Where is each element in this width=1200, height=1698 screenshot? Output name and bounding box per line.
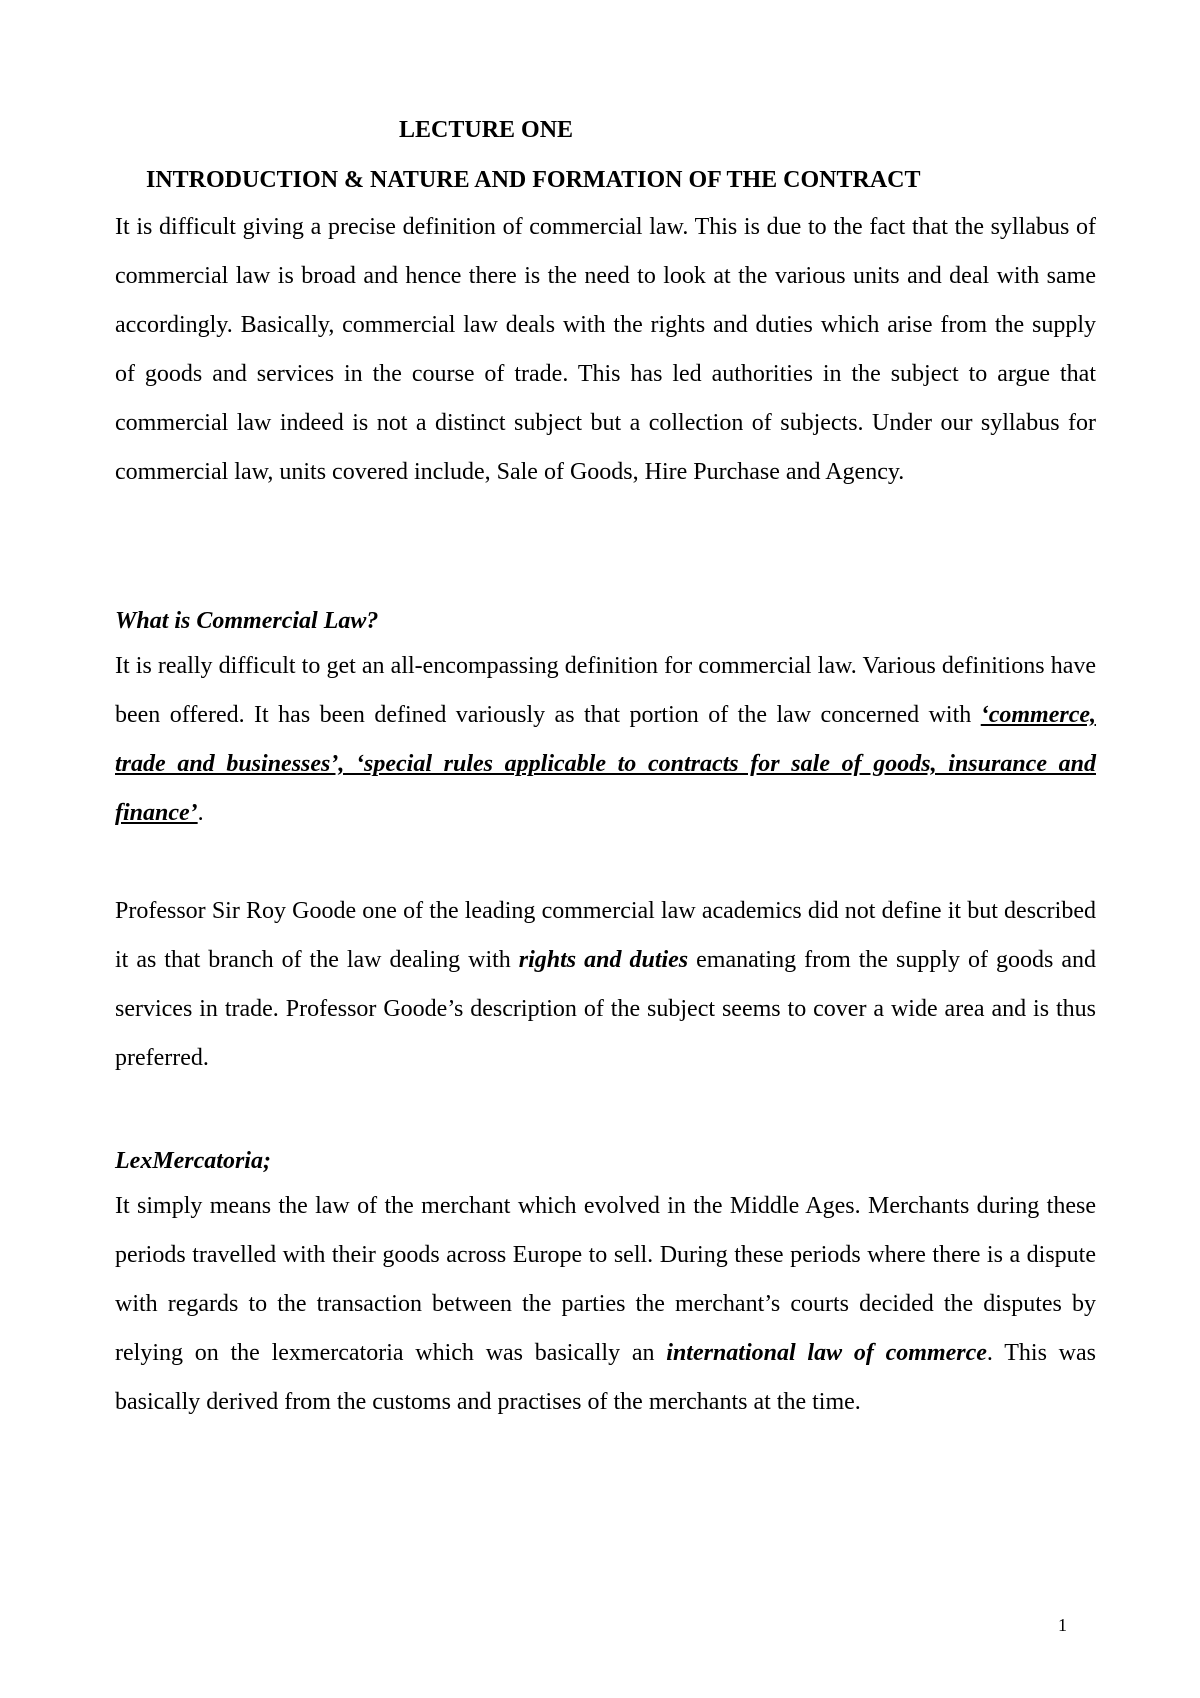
section-heading-lexmercatoria: LexMercatoria; [115,1148,271,1174]
section-heading-commercial-law: What is Commercial Law? [115,608,379,634]
lecture-subtitle: INTRODUCTION & NATURE AND FORMATION OF THE CONTRACT [146,167,921,193]
intro-paragraph: It is difficult giving a precise definition of commercial law. This is due to the fact that the syllabus of commercial law is broad and hence there is the need to look at the various units and deal with same accordingly. Basically, commercial law deals with the rights and duties which arise from the supply of goods and services in the course of trade. This has led authorities in the subject to argue that commercial law indeed is not a distinct subject but a collection of subjects. Under our syllabus for commercial law, units covered include, Sale of Goods, Hire Purchase and Agency. [115,214,1096,485]
definition-text: It is really difficult to get an all-encompassing definition for commercial law. Various definitions have been offered. It has been defined variously as that portion of the law concerned with [115,653,1096,728]
lex-emphasis: international law of commerce [666,1340,987,1366]
goode-emphasis: rights and duties [518,947,689,973]
page-number: 1 [1058,1615,1067,1635]
goode-paragraph [115,887,1096,1083]
definition-quote-emphasis: ‘commerce, trade and businesses’, ‘special rules applicable to contracts for sale of goods, insurance and finance’ [115,702,1096,826]
lexmercatoria-paragraph [115,1182,1096,1427]
lex-text-end: . This was basically derived from the customs and practises of the merchants at the time. [115,1340,1096,1415]
definition-text-end: . [197,800,204,826]
lecture-title: LECTURE ONE [399,117,574,143]
lex-text: It simply means the law of the merchant which evolved in the Middle Ages. Merchants during these periods travelled with their goods across Europe to sell. During these periods where there is a dispute with regards to the transaction between the parties the merchant’s courts decided the disputes by relying on the lexmercatoria which was basically an [115,1193,1096,1366]
definition-paragraph [115,642,1096,838]
goode-text-end: emanating from the supply of goods and services in trade. Professor Goode’s description of the subject seems to cover a wide area and is thus preferred. [115,947,1096,1071]
goode-text: Professor Sir Roy Goode one of the leading commercial law academics did not define it but described it as that branch of the law dealing with [115,898,1096,973]
